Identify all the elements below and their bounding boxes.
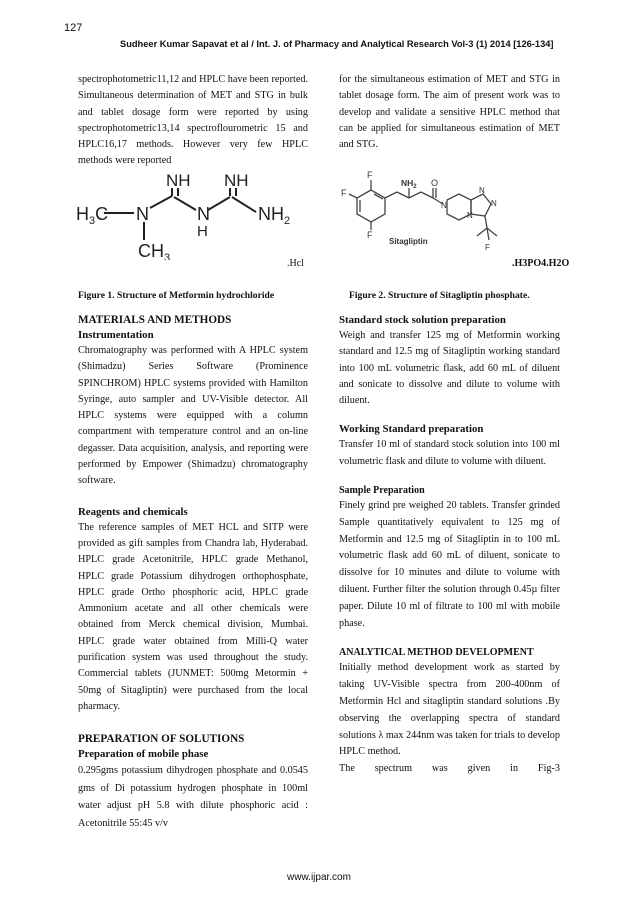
intro-left-paragraph: spectrophotometric11,12 and HPLC have been reported. Simultaneous determination of MET and STG in bulk and tablet dosage form were reported by using spectrophotometric13,14 spectroflourometric 15 and HPLC16,17 methods. However very few HPLC methods were reported	[78, 74, 308, 167]
figure1-caption: Figure 1. Structure of Metformin hydrochloride	[78, 290, 275, 301]
fig2-nh2: $NH_2$	[401, 178, 417, 190]
fig2-nh2-sub: 2	[413, 184, 417, 190]
fig1-n-bridge: N	[197, 204, 210, 224]
fig2-salt: .H3PO4.H2O	[512, 258, 570, 269]
page-number: 127	[64, 22, 83, 34]
fig1-h3c-c: C	[95, 204, 109, 224]
right-column	[339, 313, 560, 778]
fig2-cf3: F	[485, 243, 490, 252]
fig2-o: O	[431, 178, 439, 188]
reagents-text: The reference samples of MET HCL and SITP were provided as gift samples from Chandra lab, Hyderabad. HPLC grade Acetonitrile, HPLC grade Methanol, HPLC grade Potassium dihydrogen orthophosphate, HPLC grade Ortho phosphoric acid, HPLC grade Ammonium acetate and all other chemicals were obtained from Merck chemical division, Mumbai. HPLC grade water obtained from Milli-Q water purification system was used throughout the study. Commercial tablets (JUNMET: 500mg Metormin + 50mg of Sitagliptin) were purchased from the local pharmacy.	[78, 521, 308, 712]
fig1-nh-right: NH	[224, 171, 249, 190]
fig2-n1: N	[441, 201, 447, 210]
fig1-n-left: N	[136, 204, 149, 224]
fig2-n4: N	[467, 211, 473, 220]
fig1-h3c: $H_3C$	[76, 204, 109, 227]
sample-text: Finely grind pre weighed 20 tablets. Transfer grinded Sample quantitatively equivalent to 125 mg of Metformin and 12.5 mg of Sitagliptin in to 100 mL volumetric flask add 60 mL of diluent, sonicate to dissolve for 10 minutes and dilute to volume with diluent. Further filter the solution through 0.45µ filter paper. Dilute 10 ml of filtrate to 100 ml with mobile phase.	[339, 500, 560, 629]
working-text: Transfer 10 ml of standard stock solution into 100 ml volumetric flask and dilute to volume with diluent.	[339, 439, 560, 467]
reagents-heading: Reagents and chemicals	[78, 505, 188, 518]
fig2-n2: N	[479, 186, 485, 195]
materials-heading: MATERIALS AND METHODS	[78, 314, 232, 326]
preparation-heading: PREPARATION OF SOLUTIONS	[78, 733, 245, 746]
mobile-phase-heading: Preparation of mobile phase	[78, 748, 209, 761]
fig1-nh2-sub: 2	[284, 215, 291, 227]
sitagliptin-structure	[339, 166, 519, 254]
left-column	[78, 313, 308, 832]
fig1-salt: .Hcl	[287, 258, 304, 269]
footer-url: www.ijpar.com	[287, 872, 351, 883]
sample-heading: Sample Preparation	[339, 485, 425, 497]
fig1-nh-left: NH	[166, 171, 191, 190]
fig1-ch3-sub: 3	[164, 252, 171, 260]
figure2-caption: Figure 2. Structure of Sitagliptin phosphate.	[349, 290, 530, 301]
analytical-last-line: The spectrum was given in Fig-3	[339, 763, 560, 775]
fig2-f3: F	[367, 230, 373, 240]
fig2-n3: N	[491, 199, 497, 208]
fig2-f1: F	[367, 170, 373, 180]
instrumentation-heading: Instrumentation	[78, 329, 154, 341]
metformin-structure	[74, 170, 312, 260]
stock-heading: Standard stock solution preparation	[339, 314, 506, 326]
running-head: Sudheer Kumar Sapavat et al / Int. J. of Pharmacy and Analytical Research Vol-3 (1) 2014 [126-134]	[120, 39, 554, 49]
analytical-text: Initially method development work as started by taking UV-Visible spectra from 200-400nm of Metformin Hcl and sitagliptin standard solutions .By observing the overlapping spectra of standard solutions λ max 244nm was taken for trials to develop HPLC method.	[339, 662, 560, 758]
fig1-h-bridge: H	[197, 223, 208, 240]
mobile-phase-text: 0.295gms potassium dihydrogen phosphate and 0.0545 gms of Di potassium hydrogen phosphate in 100ml water adjust pH 5.8 with dilute phosphoric acid : Acetonitrile 55:45 v/v	[78, 765, 308, 829]
fig2-label: Sitagliptin	[389, 237, 428, 246]
fig1-h3c-sub: 3	[89, 215, 96, 227]
instrumentation-text: Chromatography was performed with A HPLC system (Shimadzu) Series Software (Prominence SPINCHROM) HPLC systems provided with Hamilton Syringe, auto sampler and UV-Visible detector. All HPLC systems were equipped with a column compartment with temperature control and an on-line degasser. Data acquisition, analysis, and reporting were performed by Empower (Shimadzu) chromatography software.	[78, 345, 308, 487]
intro-right-paragraph: for the simultaneous estimation of MET and STG in tablet dosage form. The aim of present work was to develop and validate a sensitive HPLC method that can be applied for simultaneous estimation of MET and STG.	[339, 74, 560, 151]
fig1-ch3: $CH_3$	[138, 241, 170, 260]
stock-text: Weigh and transfer 125 mg of Metformin working standard and 12.5 mg of Sitagliptin working standard into 100 mL volumetric flask, add 60 mL of diluent and sonicate to dissolve and dilute to volume with diluent.	[339, 330, 560, 407]
fig2-f2: F	[341, 188, 347, 198]
fig1-nh2: $NH_2$	[258, 204, 291, 227]
working-heading: Working Standard preparation	[339, 423, 484, 436]
analytical-heading: ANALYTICAL METHOD DEVELOPMENT	[339, 647, 534, 659]
